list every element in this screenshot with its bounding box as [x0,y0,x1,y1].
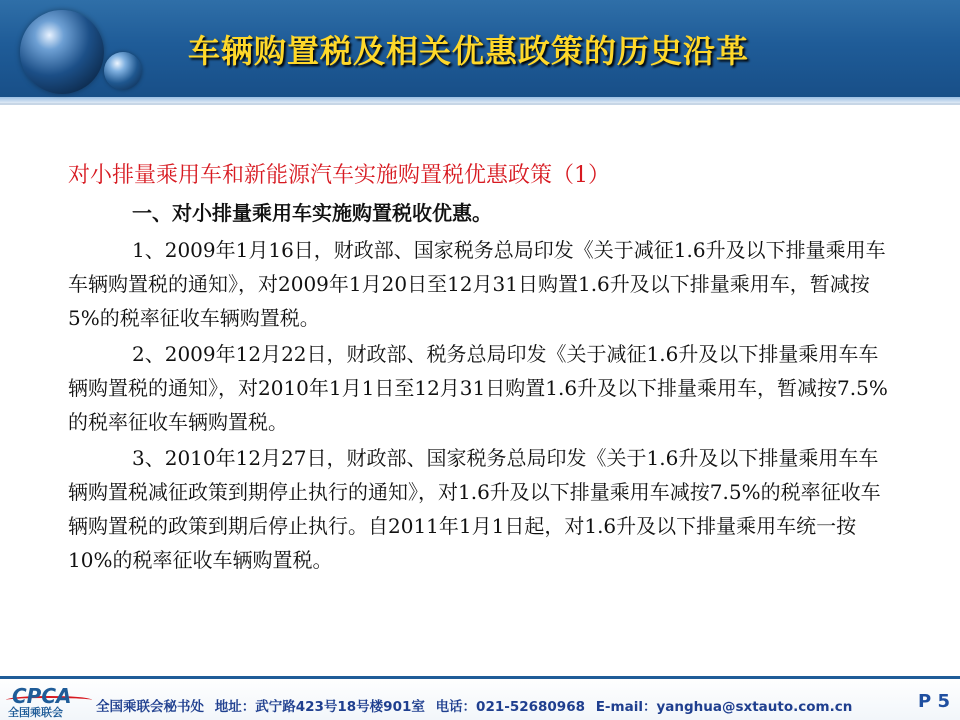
policy-paragraph-1: 1、2009年1月16日，财政部、国家税务总局印发《关于减征1.6升及以下排量乘用车车辆购置税的通知》，对2009年1月20日至12月31日购置1.6升及以下排量乘用车，暂减按5%的税率征收车辆购置税。 [68,238,886,330]
point-heading: 一、对小排量乘用车实施购置税收优惠。 [132,201,492,225]
slide-content [68,160,928,577]
header-divider [0,103,960,105]
decorative-sphere-large-icon [20,10,104,94]
policy-paragraph-2: 2、2009年12月22日，财政部、税务总局印发《关于减征1.6升及以下排量乘用车车辆购置税的通知》，对2010年1月1日至12月31日购置1.6升及以下排量乘用车，暂减按7.5%的税率征收车辆购置税。 [68,342,888,434]
logo-subtext: 全国乘联会 [8,706,63,719]
footer-divider [0,676,960,679]
page-number: P 5 [918,691,950,712]
section-subtitle: 对小排量乘用车和新能源汽车实施购置税优惠政策（1） [68,163,610,188]
footer-org: 全国乘联会秘书处 [96,699,204,715]
slide-title: 车辆购置税及相关优惠政策的历史沿革 [188,32,750,70]
cpca-logo-icon [6,684,94,718]
footer-email: E-mail：yanghua@sxtauto.com.cn [595,699,853,715]
footer-address: 地址：武宁路423号18号楼901室 [214,699,425,715]
footer-phone: 电话：021-52680968 [435,699,585,715]
policy-paragraph-3: 3、2010年12月27日，财政部、国家税务总局印发《关于1.6升及以下排量乘用车车辆购置税减征政策到期停止执行的通知》，对1.6升及以下排量乘用车减按7.5%的税率征收车辆购置税的政策到期后停止执行。自2011年1月1日起，对1.6升及以下排量乘用车统一按10%的税率征收车辆购置税。 [68,446,881,572]
footer-contact [96,697,858,717]
logo-text: CPCA [12,684,72,708]
decorative-sphere-small-icon [104,52,142,90]
